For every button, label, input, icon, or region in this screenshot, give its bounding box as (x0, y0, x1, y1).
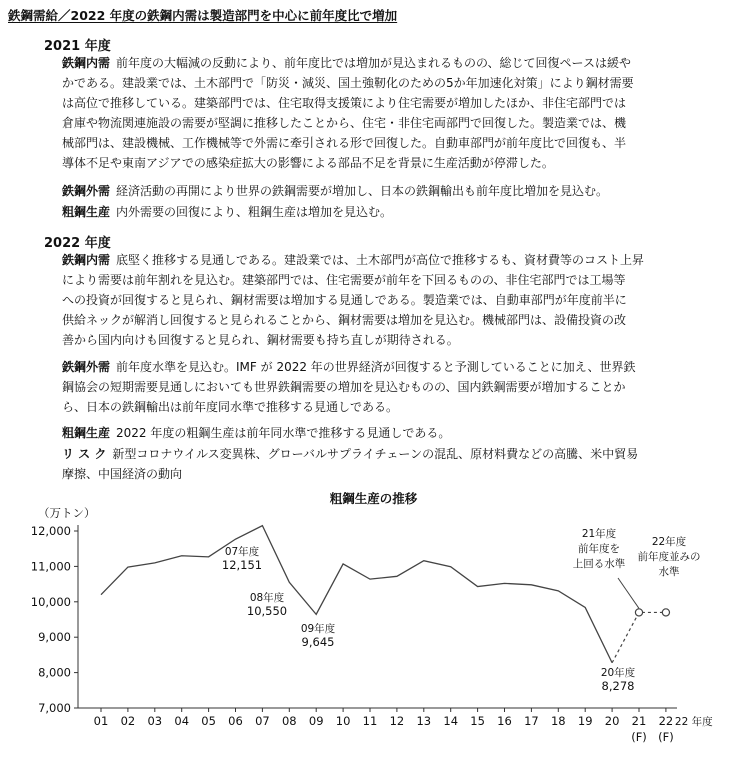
annotation-text: 前年度並みの (637, 551, 701, 563)
text-line: 底堅く推移する見通しである。建設業では、土木部門が高位で推移するも、資材費等のコスト上昇 (116, 253, 645, 267)
annotation-text: 09年度 (300, 623, 336, 635)
y-axis-unit: （万トン） (38, 506, 96, 520)
item-label: 粗鋼生産 (62, 426, 111, 440)
x-tick-label: 10 (335, 714, 351, 728)
text-line: 2022 年度の粗鋼生産は前年同水準で推移する見通しである。 (116, 426, 451, 440)
annotation-text: 上回る水準 (572, 558, 626, 570)
x-forecast-label: (F) (631, 730, 647, 744)
text-line: は高位で推移している。建築部門では、住宅取得支援策により住宅需要が増加したほか、非住宅部門では (62, 96, 627, 110)
x-tick-label: 03 (147, 714, 163, 728)
x-tick-label: 02 (120, 714, 136, 728)
x-forecast-label: (F) (658, 730, 674, 744)
text-line: 械部門は、建設機械、工作機械等で外需に牽引される形で回復した。自動車部門が前年度比で回復も、半 (62, 136, 627, 150)
x-tick-label: 09 (308, 714, 324, 728)
annotation-text: 12,151 (221, 558, 263, 572)
item-label: 鉄鋼外需 (62, 360, 111, 374)
x-tick-label: 22 (658, 714, 674, 728)
text-line: 供給ネックが解消し回復すると見られることから、鋼材需要は増加を見込む。機械部門は、設備投資の改 (62, 313, 627, 327)
text-line: 経済活動の再開により世界の鉄鋼需要が増加し、日本の鉄鋼輸出も前年度比増加を見込む。 (116, 184, 609, 198)
x-tick-label: 19 (577, 714, 593, 728)
y-tick-label: 11,000 (30, 559, 71, 574)
x-tick-label: 07 (255, 714, 270, 728)
annotation-text: 22年度 (651, 536, 687, 548)
text-line: により需要は前年割れを見込む。建築部門では、住宅需要が前年を下回るものの、非住宅部門では工場等 (62, 273, 626, 287)
x-tick-label: 08 (281, 714, 297, 728)
x-tick-label: 01 (93, 714, 109, 728)
x-axis-unit: 22 年度 (674, 716, 713, 728)
y-tick-label: 7,000 (38, 701, 71, 715)
item-label: 粗鋼生産 (62, 205, 111, 219)
x-tick-label: 14 (443, 714, 459, 728)
x-tick-label: 15 (470, 714, 485, 728)
y-tick-label: 12,000 (30, 524, 71, 538)
x-tick-label: 06 (228, 714, 243, 728)
text-line: 導体不足や東南アジアでの感染症拡大の影響による部品不足を背景に生産活動が停滞した。 (62, 156, 554, 170)
text-line: 内外需要の回復により、粗鋼生産は増加を見込む。 (116, 205, 393, 219)
item-label: リ ス ク (62, 447, 107, 461)
annotation-text: 21年度 (581, 528, 617, 540)
text-line: への投資が回復すると見られ、鋼材需要は増加する見通しである。製造業では、自動車部門が年度前半に (62, 293, 627, 307)
y-tick-label: 9,000 (38, 630, 71, 645)
text-line: 善から国内向けも回復すると見られ、鋼材需要も持ち直しが期待される。 (62, 333, 459, 347)
annotation-text: 20年度 (600, 667, 636, 679)
item-label: 鉄鋼外需 (62, 184, 111, 198)
text-line: 鋼協会の短期需要見通しにおいても世界鉄鋼需要の増加を見込むものの、国内鉄鋼需要が増加することか (62, 380, 626, 394)
x-tick-label: 05 (201, 714, 216, 728)
forecast-point (635, 609, 642, 616)
text-line: 倉庫や物流関連施設の需要が堅調に推移したことから、住宅・非住宅両部門で回復した。製造業では、機 (62, 116, 627, 130)
text-line: 摩擦、中国経済の動向 (62, 467, 183, 481)
annotation-text: 10,550 (246, 604, 288, 618)
x-tick-label: 20 (604, 714, 620, 728)
x-tick-label: 12 (389, 714, 405, 728)
annotation-text: 08年度 (249, 592, 285, 604)
x-tick-label: 16 (497, 714, 512, 728)
year-heading-2022: 2022 年度 (44, 236, 111, 251)
x-tick-label: 21 (631, 714, 647, 728)
chart-title: 粗鋼生産の推移 (329, 491, 418, 506)
annotation-text: 07年度 (224, 546, 260, 558)
annotation-text: 前年度を (578, 543, 620, 555)
forecast-point (662, 609, 669, 616)
annotation-text: 8,278 (601, 679, 635, 693)
y-tick-label: 10,000 (30, 594, 71, 609)
series-line-actual (101, 526, 612, 663)
annotation-text: 水準 (658, 566, 680, 578)
text-line: 前年度の大幅減の反動により、前年度比では増加が見込まれるものの、総じて回復ペースは緩や (116, 56, 631, 70)
text-line: ら、日本の鉄鋼輸出は前年度同水準で推移する見通しである。 (62, 400, 399, 414)
text-line: 前年度水準を見込む。IMF が 2022 年の世界経済が回復すると予測していることに加え、世界鉄 (116, 360, 636, 374)
text-line: かである。建設業では、土木部門で「防災・減災、国土強靭化のための5か年加速化対策」により鋼材需要 (62, 76, 634, 90)
annotation-text: 9,645 (301, 635, 335, 649)
x-tick-label: 18 (550, 714, 566, 728)
headline: 鉄鋼需給／2022 年度の鉄鋼内需は製造部門を中心に前年度比で増加 (8, 8, 398, 23)
item-label: 鉄鋼内需 (62, 253, 111, 267)
series-line-forecast (612, 612, 666, 662)
item-label: 鉄鋼内需 (62, 56, 111, 70)
x-tick-label: 04 (174, 714, 190, 728)
year-heading-2021: 2021 年度 (44, 39, 111, 54)
text-line: 新型コロナウイルス変異株、グローバルサプライチェーンの混乱、原材料費などの高騰、米中貿易 (112, 447, 639, 461)
x-tick-label: 11 (362, 714, 378, 728)
x-tick-label: 17 (524, 714, 539, 728)
callout-line (618, 578, 639, 608)
x-tick-label: 13 (416, 714, 432, 728)
y-tick-label: 8,000 (38, 665, 71, 680)
